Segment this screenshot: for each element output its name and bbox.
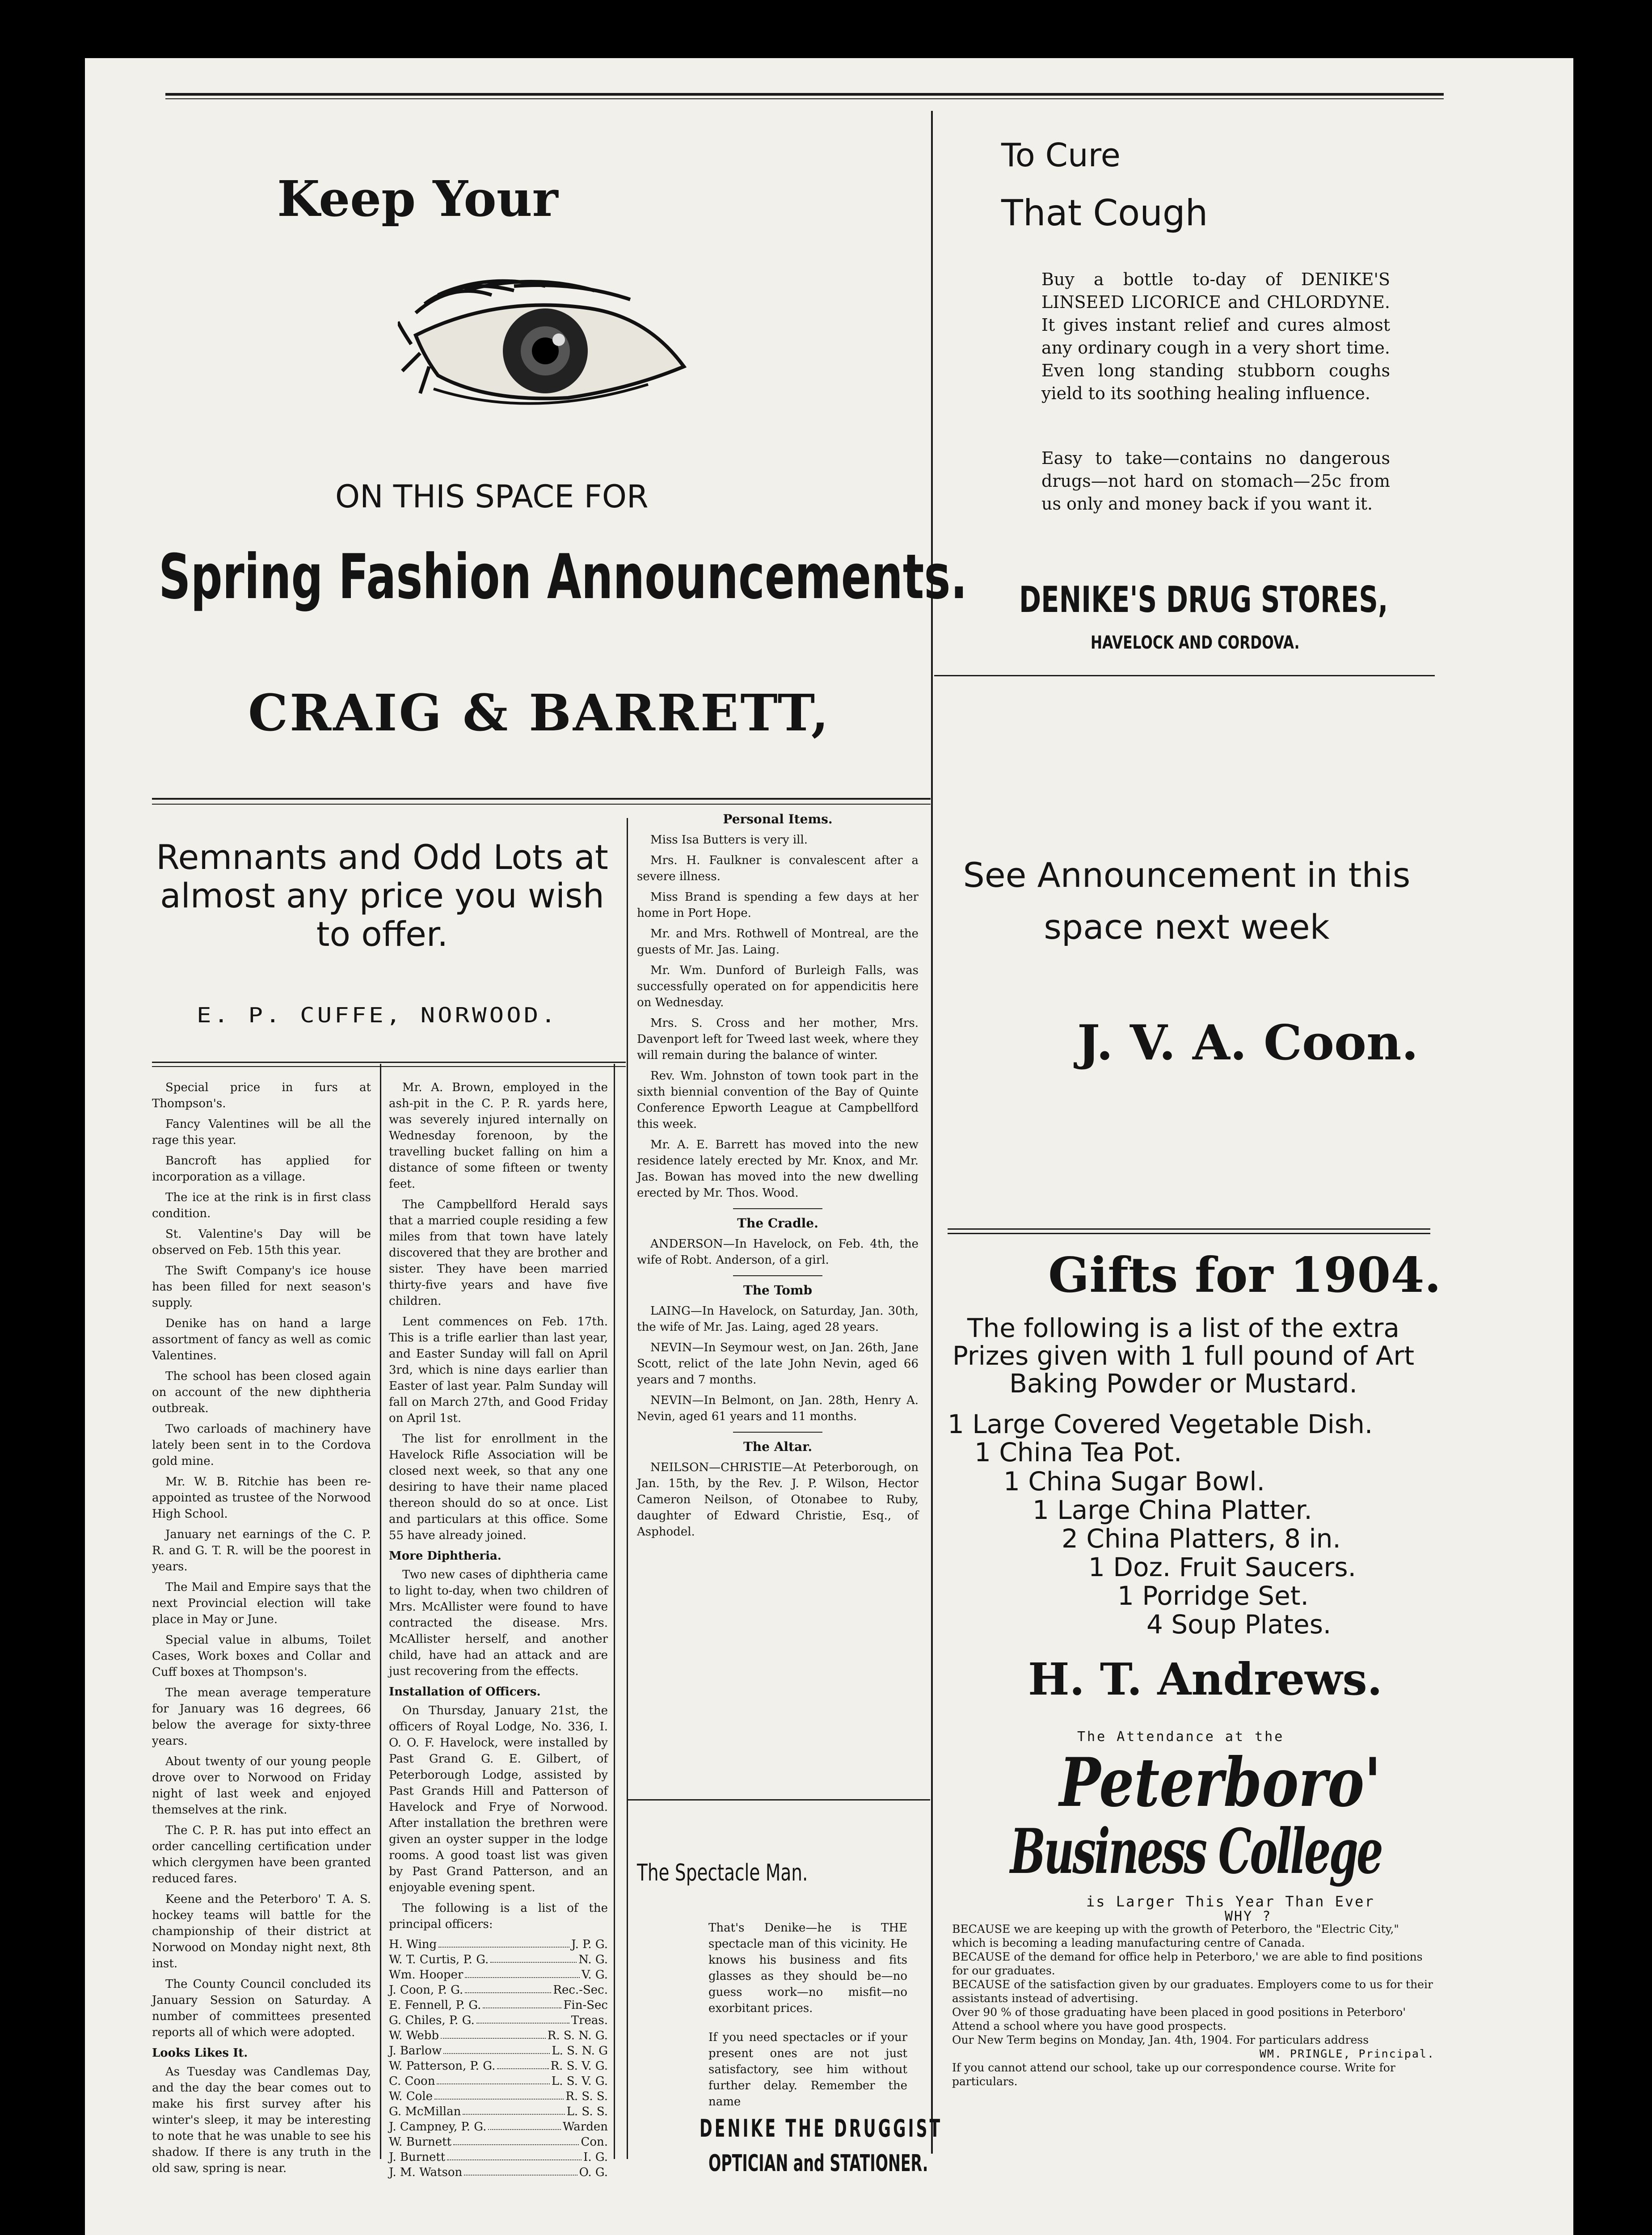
tomb-heading: The Tomb <box>743 1283 813 1298</box>
officer-row <box>389 2165 608 2180</box>
officer-role: V. G. <box>582 1968 608 1982</box>
cough-title-2: That Cough <box>1001 192 1208 234</box>
local-item: Mr. W. B. Ritchie has been re-appointed as trustee of the Norwood High School. <box>152 1475 371 1521</box>
local-item: Denike has on hand a large assortment of fancy as well as comic Valentines. <box>152 1317 371 1362</box>
tomb-entry: NEVIN—In Belmont, on Jan. 28th, Henry A. Nevin, aged 61 years and 11 months. <box>637 1394 919 1423</box>
officer-row <box>389 2134 608 2150</box>
column-divider-mid <box>614 1064 615 2159</box>
officer-name: W. Patterson, P. G. <box>389 2059 496 2073</box>
college-reason: BECAUSE we are keeping up with the growth of Peterboro, the "Electric City," which is becoming a leading manufacturing centre of Canada. <box>952 1923 1399 1949</box>
local-item: The C. P. R. has put into effect an order cancelling certification under which clergymen have been granted reduced fares. <box>152 1824 371 1885</box>
local-item: January net earnings of the C. P. R. and G. T. R. will be the poorest in years. <box>152 1528 371 1573</box>
officer-row <box>389 2150 608 2165</box>
local-item: St. Valentine's Day will be observed on Feb. 15th this year. <box>152 1227 371 1257</box>
college-reasons <box>952 1922 1435 2088</box>
officer-row <box>389 1998 608 2013</box>
officer-leader-dots <box>434 2089 564 2100</box>
local-item: Fancy Valentines will be all the rage this year. <box>152 1118 371 1147</box>
altar-entry: NEILSON—CHRISTIE—At Peterborough, on Jan. 15th, by the Rev. J. P. Wilson, Hector Cameron Neilson, of Otonabee to Ruby, daughter of Edward Christie, Esq., of Asphodel. <box>637 1461 919 1539</box>
officer-role: L. S. N. G <box>552 2044 608 2058</box>
officer-row <box>389 2028 608 2043</box>
remnants-bottom-rule <box>152 1062 626 1063</box>
cradle-entry: ANDERSON—In Havelock, on Feb. 4th, the wife of Robt. Anderson, of a girl. <box>637 1237 919 1267</box>
college-why: WHY ? <box>1225 1909 1272 1924</box>
local-item: Special value in albums, Toilet Cases, Work boxes and Collar and Cuff boxes at Thompson's. <box>152 1633 371 1679</box>
coon-name: J. V. A. Coon. <box>1077 1015 1419 1071</box>
keep-your-heading: Keep Your <box>277 170 558 228</box>
officer-leader-dots <box>497 2058 548 2069</box>
local-item: About twenty of our young people drove over to Norwood on Friday night of last week and enjoyed themselves at the rink. <box>152 1755 371 1817</box>
personal-item: Rev. Wm. Johnston of town took part in the sixth biennial convention of the Bay of Quinte Conference Epworth League at Campbellford this week. <box>637 1069 919 1131</box>
college-larger: is Larger This Year Than Ever <box>1086 1893 1375 1910</box>
column-divider-mid2 <box>627 818 628 2159</box>
spectacle-body-2: If you need spectacles or if your present ones are not just satisfactory, see him without further delay. Remember the name <box>708 2031 907 2108</box>
gift-item: 1 China Sugar Bowl. <box>1003 1466 1265 1497</box>
officer-name: W. T. Curtis, P. G. <box>389 1953 489 1966</box>
officer-row <box>389 2058 608 2074</box>
officer-role: Rec.-Sec. <box>553 1983 608 1997</box>
cough-title-1: To Cure <box>1001 136 1121 174</box>
officer-row <box>389 2104 608 2119</box>
officer-row <box>389 2013 608 2028</box>
local-item: Special price in furs at Thompson's. <box>152 1081 371 1110</box>
officer-row <box>389 1952 608 1967</box>
officer-role: R. S. S. <box>565 2090 608 2103</box>
officer-role: L. S. V. G. <box>551 2075 608 2088</box>
gift-item: 2 China Platters, 8 in. <box>1062 1523 1341 1554</box>
optician-stationer: OPTICIAN and STATIONER. <box>708 2150 928 2177</box>
personal-item: Mrs. H. Faulkner is convalescent after a severe illness. <box>637 854 919 883</box>
officer-leader-dots <box>447 2150 582 2160</box>
officer-name: C. Coon <box>389 2075 435 2088</box>
college-reason: BECAUSE of the satisfaction given by our graduates. Employers come to us for their assistants instead of advertising. <box>952 1978 1433 2005</box>
officer-name: W. Webb <box>389 2029 439 2042</box>
remnants-text: Remnants and Odd Lots at almost any price you wish to offer. <box>156 837 608 954</box>
officer-name: J. M. Watson <box>389 2166 463 2179</box>
personal-item: Mrs. S. Cross and her mother, Mrs. Davenport left for Tweed last week, where they will remain during the balance of winter. <box>637 1016 919 1062</box>
officer-name: E. Fennell, P. G. <box>389 1999 481 2012</box>
tomb-entry: NEVIN—In Seymour west, on Jan. 26th, Jane Scott, relict of the late John Nevin, aged 66 years and 7 months. <box>637 1341 919 1387</box>
officer-leader-dots <box>465 1967 580 1978</box>
officer-row <box>389 1937 608 1952</box>
officer-role: Warden <box>562 2120 608 2134</box>
gift-item: 1 Large Covered Vegetable Dish. <box>948 1409 1373 1439</box>
officer-name: W. Cole <box>389 2090 433 2103</box>
personal-item: Mr. and Mrs. Rothwell of Montreal, are the guests of Mr. Jas. Laing. <box>637 927 919 957</box>
local-item: The ice at the rink is in first class condition. <box>152 1191 371 1220</box>
officer-role: Fin-Sec <box>563 1999 608 2012</box>
top-rule-thin <box>165 98 1444 99</box>
officer-role: O. G. <box>579 2166 608 2179</box>
college-principal: WM. PRINGLE, Principal. <box>1259 2047 1435 2060</box>
altar-heading: The Altar. <box>743 1439 813 1454</box>
officer-role: J. P. G. <box>571 1938 608 1951</box>
cuffe-norwood: E. P. CUFFE, NORWOOD. <box>197 1003 558 1028</box>
officer-name: J. Barlow <box>389 2044 442 2058</box>
college-attendance: The Attendance at the <box>1077 1729 1285 1745</box>
local-item: The Swift Company's ice house has been filled for next season's supply. <box>152 1264 371 1310</box>
local-item: The school has been closed again on account of the new diphtheria outbreak. <box>152 1370 371 1415</box>
coon-announcement-text: See Announcement in this space next week <box>963 855 1411 947</box>
spring-fashion-heading: Spring Fashion Announcements. <box>159 541 968 613</box>
officer-role: Con. <box>581 2135 608 2149</box>
section-rule-1 <box>152 798 931 800</box>
officer-row <box>389 1967 608 1982</box>
personal-column <box>637 811 919 1544</box>
local-item: Bancroft has applied for incorporation as a village. <box>152 1154 371 1184</box>
local-item: The County Council concluded its January Session on Saturday. A number of committees presented reports all of which were adopted. <box>152 1978 371 2039</box>
havelock-cordova: HAVELOCK AND CORDOVA. <box>1091 633 1300 653</box>
officer-leader-dots <box>488 2119 560 2130</box>
officer-name: W. Burnett <box>389 2135 452 2149</box>
cough-bottom-rule <box>934 675 1435 676</box>
college-logo-line-2: Business College <box>1010 1815 1382 1888</box>
looks-like-it-heading: Looks Likes It. <box>152 2046 248 2060</box>
officer-leader-dots <box>464 2165 577 2176</box>
looks-like-it-text: As Tuesday was Candlemas Day, and the day the bear comes out to make his first survey after his winter's sleep, it may be interesting to note that he was unable to see his shadow. If there is any truth in the old saw, spring is near. <box>152 2065 371 2175</box>
college-footer: If you cannot attend our school, take up our correspondence course. Write for particulars. <box>952 2061 1395 2088</box>
officer-leader-dots <box>443 2043 550 2054</box>
gift-item: 1 Porridge Set. <box>1117 1581 1309 1611</box>
column-divider-main <box>931 111 933 2154</box>
officer-row <box>389 2043 608 2058</box>
local-item: Two carloads of machinery have lately been sent in to the Cordova gold mine. <box>152 1422 371 1468</box>
officer-role: L. S. S. <box>566 2105 608 2118</box>
andrews-name: H. T. Andrews. <box>1028 1654 1382 1705</box>
officer-leader-dots <box>483 1998 561 2008</box>
more-diphtheria-text: Two new cases of diphtheria came to light to-day, when two children of Mrs. McAllister were found to have contracted the disease. Mrs. McAllister herself, and another child, have had an attack and are just recovering from the effects. <box>389 1568 608 1678</box>
spectacle-body-1: That's Denike—he is THE spectacle man of this vicinity. He knows his business and fits glasses as they should be—no guess work—no misfit—no exorbitant prices. <box>708 1921 907 2015</box>
officer-row <box>389 1982 608 1998</box>
officer-leader-dots <box>463 2104 565 2115</box>
section-rule-1b <box>152 804 931 805</box>
local-item: Mr. A. Brown, employed in the ash-pit in the C. P. R. yards here, was severely injured internally on Wednesday forenoon, by the travelling bucket falling on him a distance of some fifteen or twenty feet. <box>389 1081 608 1191</box>
officers-intro: The following is a list of the principal officers: <box>389 1902 608 1931</box>
on-this-space-text: ON THIS SPACE FOR <box>335 478 649 515</box>
local-item: The mean average temperature for January was 16 degrees, 66 below the average for sixty-three years. <box>152 1686 371 1748</box>
tomb-entry: LAING—In Havelock, on Saturday, Jan. 30th, the wife of Mr. Jas. Laing, aged 28 years. <box>637 1304 919 1334</box>
officer-role: N. G. <box>578 1953 608 1966</box>
officer-leader-dots <box>437 2074 549 2084</box>
denike-druggist: DENIKE THE DRUGGIST <box>700 2114 943 2142</box>
officer-leader-dots <box>453 2134 579 2145</box>
officer-role: Treas. <box>571 2014 608 2027</box>
more-diphtheria-heading: More Diphtheria. <box>389 1549 502 1563</box>
personal-item: Mr. A. E. Barrett has moved into the new residence lately erected by Mr. Knox, and Mr. Jas. Bowan has moved into the new dwelling erected by Mr. Thos. Wood. <box>637 1138 919 1200</box>
officer-leader-dots <box>490 1952 577 1963</box>
craig-barrett-name: CRAIG & BARRETT, <box>248 684 830 742</box>
personal-item: Mr. Wm. Dunford of Burleigh Falls, was successfully operated on for appendicitis here on Wednesday. <box>637 964 919 1009</box>
local-item: The Campbellford Herald says that a married couple residing a few miles from that town have lately discovered that they are brother and sister. They have been married thirty-five years and have five children. <box>389 1198 608 1308</box>
remnants-bottom-rule-b <box>152 1066 626 1067</box>
college-reason: Our New Term begins on Monday, Jan. 4th, 1904. For particulars address <box>952 2033 1369 2046</box>
officer-name: H. Wing <box>389 1938 437 1951</box>
officer-name: J. Campney, P. G. <box>389 2120 487 2134</box>
gift-item: 4 Soup Plates. <box>1146 1609 1332 1640</box>
gifts-title: Gifts for 1904. <box>1048 1247 1441 1303</box>
column-divider-left <box>380 1064 381 2159</box>
gifts-top-rule <box>948 1228 1430 1230</box>
eye-illustration <box>398 277 706 420</box>
college-reason: Over 90 % of those graduating have been placed in good positions in Peterboro' Attend a school where you have good prospects. <box>952 2006 1406 2033</box>
local-item: Keene and the Peterboro' T. A. S. hockey teams will battle for the championship of their district at Norwood on Monday night next, 8th inst. <box>152 1893 371 1970</box>
college-logo-line-1: Peterboro' <box>1059 1743 1381 1822</box>
personal-item: Miss Brand is spending a few days at her home in Port Hope. <box>637 890 919 920</box>
local-news-column-2 <box>389 1080 608 2180</box>
officer-leader-dots <box>465 1982 551 1993</box>
spectacle-top-rule <box>628 1799 930 1801</box>
installation-heading: Installation of Officers. <box>389 1685 541 1699</box>
cradle-heading: The Cradle. <box>737 1216 818 1231</box>
officer-name: G. McMillan <box>389 2105 461 2118</box>
officer-leader-dots <box>476 2013 569 2024</box>
officer-name: Wm. Hooper <box>389 1968 464 1982</box>
officer-leader-dots <box>441 2028 546 2039</box>
personal-items-heading: Personal Items. <box>723 812 833 827</box>
officer-name: J. Coon, P. G. <box>389 1983 464 1997</box>
personal-item: Miss Isa Butters is very ill. <box>650 833 808 847</box>
officers-list <box>389 1937 608 2180</box>
newspaper-page <box>85 58 1573 2235</box>
local-item: The Mail and Empire says that the next Provincial election will take place in May or June. <box>152 1581 371 1626</box>
spectacle-title: The Spectacle Man. <box>637 1860 808 1886</box>
officer-row <box>389 2119 608 2134</box>
officer-role: R. S. N. G. <box>547 2029 608 2042</box>
local-item: The list for enrollment in the Havelock Rifle Association will be closed next week, so that any one desiring to have their name placed thereon should do so at once. List and particulars at this office. Some 55 have already joined. <box>389 1432 608 1542</box>
officer-name: J. Burnett <box>389 2151 446 2164</box>
local-news-column-1 <box>152 1080 371 2181</box>
local-item: Lent commences on Feb. 17th. This is a trifle earlier than last year, and Easter Sunday will fall on April 3rd, which is nine days earlier than Easter of last year. Palm Sunday will fall on March 27th, and Good Friday on April 1st. <box>389 1315 608 1425</box>
installation-text: On Thursday, January 21st, the officers of Royal Lodge, No. 336, I. O. O. F. Havelock, were installed by Past Grand G. E. Gilbert, of Peterborough Lodge, assisted by Past Grands Hill and Patterson of Havelock and Frye of Norwood. After installation the brethren were given an oyster supper in the lodge rooms. A good toast list was given by Past Grand Patterson, and an enjoyable evening spent. <box>389 1704 608 1894</box>
cough-body-1: Buy a bottle to-day of DENIKE'S LINSEED LICORICE and CHLORDYNE. It gives instant relief and cures almost any ordinary cough in a very short time. Even long standing stubborn coughs yield to its soothing healing influence. <box>1041 270 1390 403</box>
officer-leader-dots <box>438 1937 569 1948</box>
college-reason: BECAUSE of the demand for office help in Peterboro,' we are able to find positions for our graduates. <box>952 1950 1423 1977</box>
officer-name: G. Chiles, P. G. <box>389 2014 475 2027</box>
gift-item: 1 Large China Platter. <box>1032 1495 1312 1525</box>
officer-row <box>389 2089 608 2104</box>
officer-role: I. G. <box>583 2151 608 2164</box>
denikes-drug-stores: DENIKE'S DRUG STORES, <box>1019 579 1388 620</box>
gift-item: 1 Doz. Fruit Saucers. <box>1088 1552 1357 1582</box>
gifts-intro: The following is a list of the extra Prizes given with 1 full pound of Art Baking Powder or Mustard. <box>952 1313 1415 1399</box>
officer-role: R. S. V. G. <box>550 2059 608 2073</box>
top-rule <box>165 93 1444 96</box>
gifts-top-rule-b <box>948 1233 1430 1234</box>
gift-item: 1 China Tea Pot. <box>974 1437 1182 1468</box>
officer-row <box>389 2074 608 2089</box>
cough-body-2: Easy to take—contains no dangerous drugs—not hard on stomach—25c from us only and money back if you want it. <box>1041 448 1390 514</box>
